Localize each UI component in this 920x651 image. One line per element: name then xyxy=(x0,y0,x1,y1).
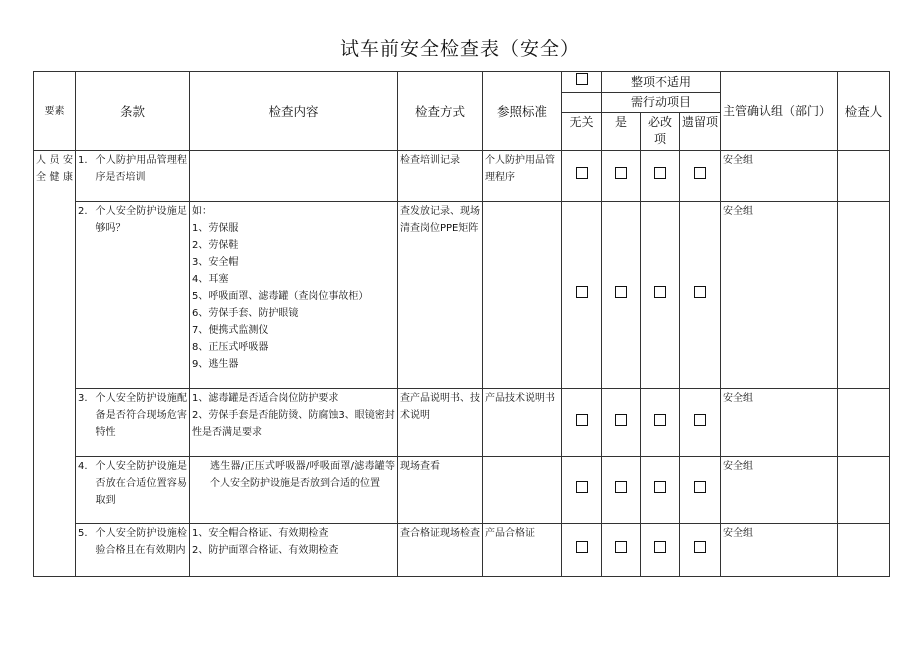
checkbox-cell-yes[interactable] xyxy=(602,151,641,202)
clause-number: 5. xyxy=(78,528,88,539)
checkbox-cell-remaining[interactable] xyxy=(680,202,721,389)
clause-number: 2. xyxy=(78,206,88,217)
clause-text: 个人安全防护设施是否放在合适位置容易取到 xyxy=(95,461,187,506)
content-item: 7、便携式监测仪 xyxy=(192,325,269,336)
checkbox-none[interactable] xyxy=(576,541,588,553)
content-item: 9、逃生器 xyxy=(192,359,239,370)
checkbox-cell-yes[interactable] xyxy=(602,389,641,457)
clause-number: 1. xyxy=(78,155,88,166)
area-cell: 人员安全健康 xyxy=(34,151,76,577)
clause-text: 个人安全防护设施检验合格且在有效期内 xyxy=(95,528,187,556)
method-cell: 现场查看 xyxy=(398,457,483,524)
checkbox-cell-remaining[interactable] xyxy=(680,389,721,457)
inspector-cell[interactable] xyxy=(838,389,890,457)
header-confirm-group: 主管确认组（部门） xyxy=(721,72,838,151)
method-cell: 查合格证现场检查 xyxy=(398,524,483,577)
checkbox-cell-remaining[interactable] xyxy=(680,151,721,202)
inspector-cell[interactable] xyxy=(838,524,890,577)
header-element: 要素 xyxy=(34,72,76,151)
standard-cell xyxy=(483,457,562,524)
header-standard: 参照标准 xyxy=(483,72,562,151)
method-cell: 检查培训记录 xyxy=(398,151,483,202)
content-item: 5、呼吸面罩、滤毒罐（查岗位事故柜） xyxy=(192,291,369,302)
checkbox-none[interactable] xyxy=(576,414,588,426)
table-row xyxy=(34,389,890,457)
checkbox-cell-yes[interactable] xyxy=(602,202,641,389)
clause-text: 个人安全防护设施配备是否符合现场危害特性 xyxy=(95,393,187,438)
checkbox-cell-remaining[interactable] xyxy=(680,524,721,577)
content-item: 逃生器/正压式呼吸器/呼吸面罩/滤毒罐等个人安全防护设施是否放到合适的位置 xyxy=(210,461,395,489)
not-applicable-checkbox[interactable] xyxy=(576,73,588,85)
checkbox-cell-none[interactable] xyxy=(562,457,602,524)
header-inspector: 检查人 xyxy=(838,72,890,151)
content-item: 1、安全帽合格证、有效期检查 xyxy=(192,528,329,539)
table-row xyxy=(34,457,890,524)
group-cell: 安全组 xyxy=(721,389,838,457)
checkbox-remaining[interactable] xyxy=(694,167,706,179)
checkbox-cell-must-fix[interactable] xyxy=(641,457,680,524)
checkbox-cell-must-fix[interactable] xyxy=(641,151,680,202)
page-title: 试车前安全检查表（安全） xyxy=(339,38,580,60)
checkbox-none[interactable] xyxy=(576,481,588,493)
clause-cell xyxy=(76,202,190,389)
content-cell xyxy=(190,202,398,389)
clause-cell xyxy=(76,457,190,524)
standard-cell: 产品合格证 xyxy=(483,524,562,577)
header-col-none: 无关 xyxy=(562,113,602,151)
clause-cell xyxy=(76,524,190,577)
header-not-applicable: 整项不适用 xyxy=(602,72,721,93)
checkbox-none[interactable] xyxy=(576,286,588,298)
header-clause: 条款 xyxy=(76,72,190,151)
header-col-remaining: 遗留项 xyxy=(680,113,721,151)
checkbox-yes[interactable] xyxy=(615,167,627,179)
checkbox-remaining[interactable] xyxy=(694,481,706,493)
checkbox-must-fix[interactable] xyxy=(654,481,666,493)
header-action-required: 需行动项目 xyxy=(602,93,721,113)
group-cell: 安全组 xyxy=(721,202,838,389)
clause-number: 3. xyxy=(78,393,88,404)
inspector-cell[interactable] xyxy=(838,457,890,524)
header-content: 检查内容 xyxy=(190,72,398,151)
checkbox-none[interactable] xyxy=(576,167,588,179)
group-cell: 安全组 xyxy=(721,524,838,577)
checkbox-must-fix[interactable] xyxy=(654,286,666,298)
content-cell xyxy=(190,524,398,577)
content-item: 1、劳保服 xyxy=(192,223,239,234)
checkbox-must-fix[interactable] xyxy=(654,167,666,179)
clause-number: 4. xyxy=(78,461,88,472)
content-item: 3、安全帽 xyxy=(192,257,239,268)
checkbox-cell-none[interactable] xyxy=(562,524,602,577)
group-cell: 安全组 xyxy=(721,151,838,202)
header-col-yes: 是 xyxy=(602,113,641,151)
standard-cell: 个人防护用品管理程序 xyxy=(483,151,562,202)
clause-cell xyxy=(76,151,190,202)
inspector-cell[interactable] xyxy=(838,202,890,389)
content-item: 6、劳保手套、防护眼镜 xyxy=(192,308,299,319)
content-cell xyxy=(190,151,398,202)
checkbox-yes[interactable] xyxy=(615,541,627,553)
method-cell: 查产品说明书、技术说明 xyxy=(398,389,483,457)
group-cell: 安全组 xyxy=(721,457,838,524)
content-item: 8、正压式呼吸器 xyxy=(192,342,269,353)
clause-text: 个人防护用品管理程序是否培训 xyxy=(95,155,187,183)
header-col-must-fix: 必改项 xyxy=(641,113,680,151)
clause-cell xyxy=(76,389,190,457)
content-cell xyxy=(190,389,398,457)
checkbox-must-fix[interactable] xyxy=(654,414,666,426)
content-item: 2、劳保手套是否能防烫、防腐蚀3、眼镜密封性是否满足要求 xyxy=(192,410,395,438)
checkbox-cell-none[interactable] xyxy=(562,389,602,457)
header-method: 检查方式 xyxy=(398,72,483,151)
checkbox-remaining[interactable] xyxy=(694,286,706,298)
content-cell xyxy=(190,457,398,524)
standard-cell xyxy=(483,202,562,389)
content-item: 4、耳塞 xyxy=(192,274,229,285)
checkbox-yes[interactable] xyxy=(615,286,627,298)
content-item: 2、劳保鞋 xyxy=(192,240,239,251)
checklist-table xyxy=(33,71,890,577)
checkbox-remaining[interactable] xyxy=(694,414,706,426)
checkbox-cell-none[interactable] xyxy=(562,151,602,202)
checkbox-cell-yes[interactable] xyxy=(602,524,641,577)
checkbox-must-fix[interactable] xyxy=(654,541,666,553)
checkbox-cell-remaining[interactable] xyxy=(680,457,721,524)
content-item: 如： xyxy=(192,206,212,217)
content-item: 1、滤毒罐是否适合岗位防护要求 xyxy=(192,393,339,404)
table-row xyxy=(34,151,890,202)
table-row xyxy=(34,524,890,577)
inspector-cell[interactable] xyxy=(838,151,890,202)
method-cell: 查发放记录、现场清查岗位PPE矩阵 xyxy=(398,202,483,389)
checkbox-remaining[interactable] xyxy=(694,541,706,553)
clause-text: 个人安全防护设施足够吗？ xyxy=(95,206,187,234)
standard-cell: 产品技术说明书 xyxy=(483,389,562,457)
checkbox-cell-yes[interactable] xyxy=(602,457,641,524)
checkbox-cell-must-fix[interactable] xyxy=(641,202,680,389)
checkbox-cell-must-fix[interactable] xyxy=(641,524,680,577)
checkbox-yes[interactable] xyxy=(615,414,627,426)
not-applicable-checkbox-cell[interactable] xyxy=(562,72,602,93)
table-row xyxy=(34,202,890,389)
checkbox-cell-none[interactable] xyxy=(562,202,602,389)
checkbox-cell-must-fix[interactable] xyxy=(641,389,680,457)
checkbox-yes[interactable] xyxy=(615,481,627,493)
content-item: 2、防护面罩合格证、有效期检查 xyxy=(192,545,339,556)
